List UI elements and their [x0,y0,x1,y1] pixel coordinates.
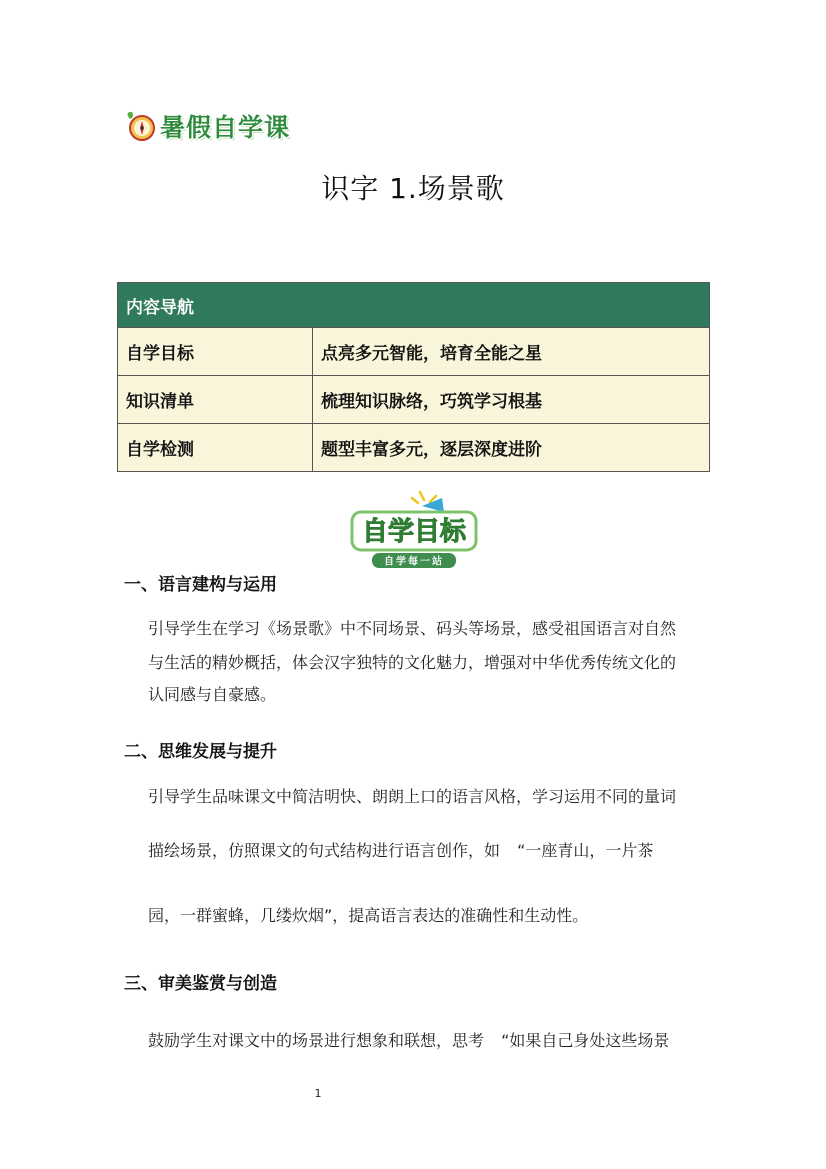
page-number: 1 [314,1087,322,1100]
example-quote: 园，一群蜜蜂，几缕炊烟” [148,906,333,925]
table-header: 内容导航 [118,283,710,328]
content-nav-table [117,282,710,472]
section-heading: 三、审美鉴赏与创造 [124,974,277,994]
text-span: 鼓励学生对课文中的场景进行想象和联想，思考 [148,1031,485,1050]
paragraph-line: 引导学生品味课文中简洁明快、朗朗上口的语言风格，学习运用不同的量词 [148,787,677,806]
row-name: 自学目标 [118,328,313,376]
paragraph-line: 引导学生在学习《场景歌》中不同场景、码头等场景，感受祖国语言对自然 [148,619,677,638]
section-heading: 二、思维发展与提升 [124,742,277,762]
row-desc: 点亮多元智能，培育全能之星 [313,328,710,376]
text-span: 描绘场景，仿照课文的句式结构进行语言创作，如 [148,841,501,860]
paragraph-line [148,1028,669,1051]
page-title: 识字 1.场景歌 [321,172,505,205]
table-header-row [118,283,710,328]
logo [124,106,290,146]
text-span: ，提高语言表达的准确性和生动性。 [332,906,589,925]
example-quote: “一座青山，一片茶 [517,841,654,860]
paragraph-line: 认同感与自豪感。 [148,685,277,704]
table-row [118,424,710,472]
logo-text: 暑假自学课 [160,113,291,142]
table-row [118,328,710,376]
paragraph-line [148,838,653,861]
paragraph-line: 与生活的精妙概括，体会汉字独特的文化魅力，增强对中华优秀传统文化的 [148,653,677,672]
row-name: 知识清单 [118,376,313,424]
table-row [118,376,710,424]
row-name: 自学检测 [118,424,313,472]
section-heading: 一、语言建构与运用 [124,575,277,595]
self-study-goal-badge [346,490,482,572]
spark-icon [412,492,436,503]
badge-title: 自学目标 [361,517,467,547]
row-desc: 题型丰富多元，逐层深度进阶 [313,424,710,472]
row-desc: 梳理知识脉络，巧筑学习根基 [313,376,710,424]
badge-subtitle: 自学每一站 [384,556,444,568]
example-quote: “如果自己身处这些场景 [501,1031,670,1050]
paragraph-line [148,903,588,926]
compass-leaf-icon [124,109,158,143]
